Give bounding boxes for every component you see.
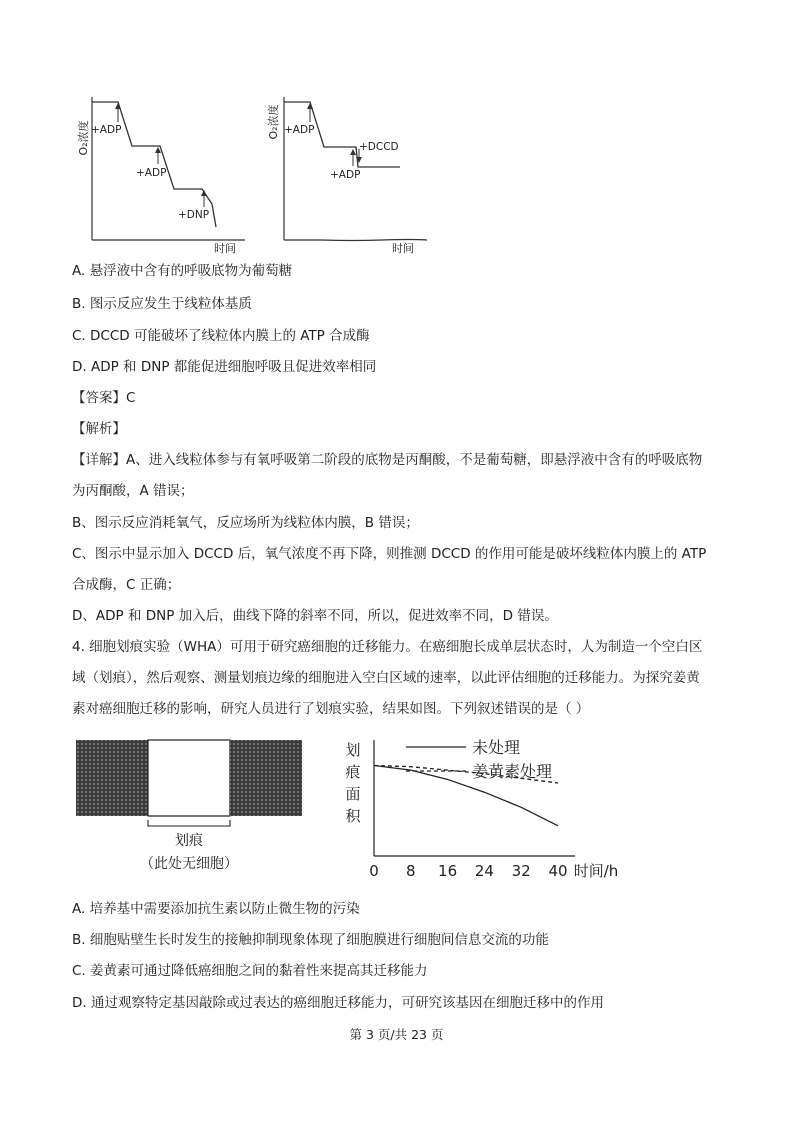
explain-line-2: 为丙酮酸，A 错误；	[72, 483, 194, 499]
explain-line-6: D、ADP 和 DNP 加入后，曲线下降的斜率不同，所以，促进效率不同，D 错误。	[72, 608, 558, 624]
q4-stem-2: 域（划痕），然后观察、测量划痕边缘的细胞进入空白区域的速率，以此评估细胞的迁移能力。为探究姜黄	[72, 670, 700, 686]
legend-label: 姜黄素处理	[472, 762, 553, 781]
x-tick-label: 32	[511, 862, 531, 880]
fig2-label-1: +ADP	[284, 124, 315, 136]
fig2-label-3: +ADP	[330, 169, 361, 181]
q3-option-b: B. 图示反应发生于线粒体基质	[72, 296, 252, 312]
scratch-label: 划痕	[175, 833, 203, 849]
page-footer: 第 3 页/共 23 页	[349, 1027, 444, 1042]
scratch-area-chart	[338, 732, 630, 882]
chart-ylabel-1: 划	[345, 741, 361, 759]
x-tick-label: 24	[474, 862, 494, 880]
x-tick-label: 8	[406, 862, 416, 880]
q4-stem-1: 4. 细胞划痕实验（WHA）可用于研究癌细胞的迁移能力。在癌细胞长成单层状态时，人为制造一个空白区	[72, 639, 703, 655]
o2-figure-1	[70, 92, 250, 254]
chart-xlabel: 时间/h	[573, 862, 619, 880]
fig1-label-1: +ADP	[91, 124, 122, 136]
chart-ylabel-2: 痕	[345, 763, 361, 781]
explain-line-3: B、图示反应消耗氧气，反应场所为线粒体内膜，B 错误；	[72, 515, 419, 531]
legend-label: 未处理	[472, 738, 521, 757]
o2-figure-2	[262, 92, 432, 254]
q4-option-c: C. 姜黄素可通过降低癌细胞之间的黏着性来提高其迁移能力	[72, 963, 428, 979]
fig1-ylabel: O₂浓度	[77, 120, 90, 156]
fig2-label-2: +DCCD	[359, 141, 399, 153]
cell-layer-right	[230, 740, 302, 816]
scratch-note: （此处无细胞）	[140, 856, 238, 872]
cell-layer-left	[76, 740, 148, 816]
fig2-ylabel: O₂浓度	[267, 104, 280, 140]
analysis-label: 【解析】	[72, 421, 126, 437]
q4-option-a: A. 培养基中需要添加抗生素以防止微生物的污染	[72, 901, 360, 917]
q4-option-b: B. 细胞贴壁生长时发生的接触抑制现象体现了细胞膜进行细胞间信息交流的功能	[72, 932, 549, 948]
answer: 【答案】C	[72, 390, 136, 406]
q4-option-d: D. 通过观察特定基因敲除或过表达的癌细胞迁移能力，可研究该基因在细胞迁移中的作用	[72, 995, 604, 1011]
fig1-xlabel: 时间	[214, 242, 236, 254]
x-tick-label: 0	[369, 862, 379, 880]
chart-ylabel-4: 积	[345, 807, 361, 825]
q3-option-a: A. 悬浮液中含有的呼吸底物为葡萄糖	[72, 263, 293, 279]
scratch-gap	[148, 740, 230, 816]
x-tick-label: 40	[548, 862, 568, 880]
fig2-xlabel: 时间	[392, 242, 414, 254]
explain-line-1: 【详解】A、进入线粒体参与有氧呼吸第二阶段的底物是丙酮酸，不是葡萄糖，即悬浮液中含有的呼吸底物	[72, 452, 703, 468]
q3-option-d: D. ADP 和 DNP 都能促进细胞呼吸且促进效率相同	[72, 359, 377, 375]
chart-ylabel-3: 面	[345, 785, 361, 803]
explain-line-5: 合成酶，C 正确；	[72, 577, 181, 593]
fig1-label-3: +DNP	[178, 209, 210, 221]
explain-line-4: C、图示中显示加入 DCCD 后，氧气浓度不再下降，则推测 DCCD 的作用可能是破坏线粒体内膜上的 ATP	[72, 546, 707, 562]
fig1-label-2: +ADP	[136, 167, 167, 179]
x-tick-label: 16	[438, 862, 458, 880]
scratch-figure	[72, 734, 310, 884]
q3-option-c: C. DCCD 可能破坏了线粒体内膜上的 ATP 合成酶	[72, 328, 370, 344]
q4-stem-3: 素对癌细胞迁移的影响，研究人员进行了划痕实验，结果如图。下列叙述错误的是（ ）	[72, 701, 590, 717]
